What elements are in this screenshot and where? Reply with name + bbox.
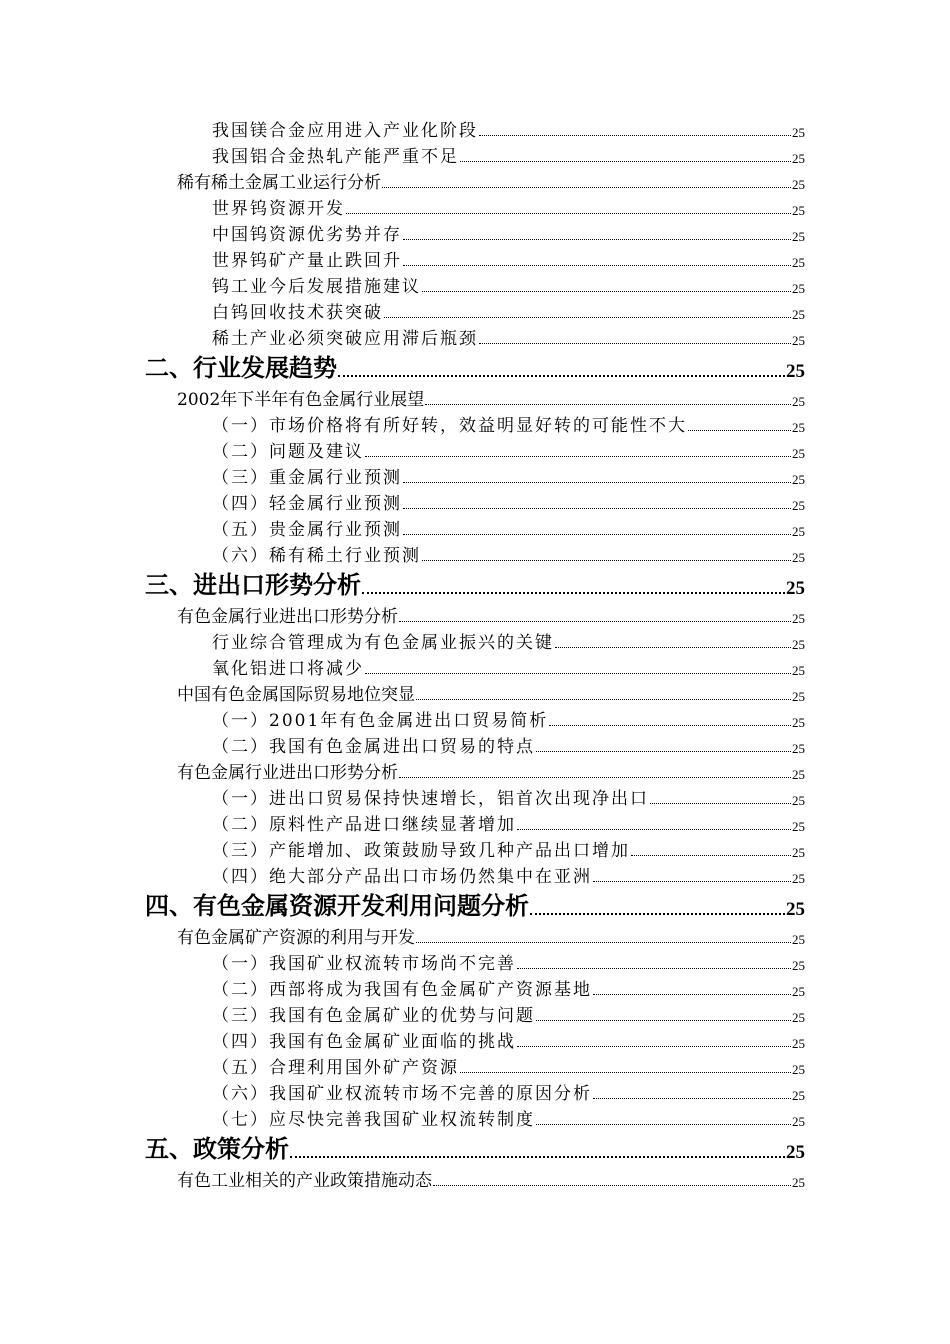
toc-entry[interactable] — [0, 386, 950, 412]
toc-entry-line — [212, 1027, 805, 1052]
dot-leader — [688, 430, 791, 431]
toc-entry-title: 我国镁合金应用进入产业化阶段 — [212, 121, 478, 141]
toc-entry[interactable] — [0, 655, 950, 681]
toc-entry[interactable] — [0, 1028, 950, 1054]
toc-entry[interactable] — [0, 733, 950, 759]
toc-entry-line — [212, 975, 805, 1000]
toc-entry-line — [212, 1105, 805, 1130]
toc-page-number: 25 — [792, 125, 805, 140]
toc-entry[interactable] — [0, 143, 950, 169]
toc-entry[interactable] — [0, 976, 950, 1002]
toc-page-number: 25 — [792, 663, 805, 678]
toc-page-number: 25 — [792, 637, 805, 652]
dot-leader — [416, 942, 791, 943]
toc-entry[interactable] — [0, 924, 950, 950]
toc-entry-line — [212, 836, 805, 861]
toc-chapter-entry[interactable] — [0, 889, 950, 924]
dot-leader — [365, 673, 791, 674]
toc-entry-title: 氧化铝进口将减少 — [212, 659, 364, 679]
toc-entry-title: 稀有稀土金属工业运行分析 — [177, 173, 381, 193]
dot-leader — [517, 829, 791, 830]
toc-entry-line — [177, 385, 805, 410]
dot-leader — [422, 291, 791, 292]
toc-page-number: 25 — [792, 871, 805, 886]
toc-entry-line — [212, 324, 805, 349]
toc-entry-line — [212, 298, 805, 323]
toc-entry-title: 有色金属矿产资源的利用与开发 — [177, 928, 415, 948]
toc-page-number: 25 — [792, 333, 805, 348]
toc-entry-title: （五）合理利用国外矿产资源 — [212, 1058, 459, 1078]
toc-page-number: 25 — [792, 715, 805, 730]
toc-entry-title: 二、行业发展趋势 — [145, 354, 337, 382]
toc-page-number: 25 — [792, 689, 805, 704]
toc-entry-title: 2002年下半年有色金属行业展望 — [177, 390, 425, 410]
dot-leader — [536, 1124, 791, 1125]
toc-page-number: 25 — [792, 611, 805, 626]
toc-page-number: 25 — [792, 394, 805, 409]
toc-page-number: 25 — [792, 420, 805, 435]
toc-entry-title: （三）我国有色金属矿业的优势与问题 — [212, 1006, 535, 1026]
dot-leader — [517, 968, 791, 969]
toc-entry-line — [212, 246, 805, 271]
toc-page-number: 25 — [792, 741, 805, 756]
toc-entry-line — [212, 220, 805, 245]
dot-leader — [479, 343, 791, 344]
toc-entry-line — [212, 654, 805, 679]
toc-chapter-entry[interactable] — [0, 351, 950, 386]
toc-entry-line — [212, 463, 805, 488]
toc-entry[interactable] — [0, 273, 950, 299]
toc-entry-line — [212, 732, 805, 757]
toc-entry-title: （四）我国有色金属矿业面临的挑战 — [212, 1032, 516, 1052]
dot-leader — [460, 1072, 791, 1073]
toc-entry[interactable] — [0, 950, 950, 976]
toc-page-number: 25 — [792, 984, 805, 999]
toc-entry[interactable] — [0, 759, 950, 785]
toc-entry[interactable] — [0, 299, 950, 325]
toc-page-number: 25 — [792, 932, 805, 947]
toc-entry[interactable] — [0, 681, 950, 707]
toc-entry-line — [212, 1001, 805, 1026]
dot-leader — [290, 1156, 785, 1158]
dot-leader — [593, 1098, 791, 1099]
toc-entry-title: （二）我国有色金属进出口贸易的特点 — [212, 737, 535, 757]
dot-leader — [346, 213, 791, 214]
toc-entry[interactable] — [0, 117, 950, 143]
toc-entry[interactable] — [0, 707, 950, 733]
toc-entry-title: （二）西部将成为我国有色金属矿产资源基地 — [212, 980, 592, 1000]
dot-leader — [403, 239, 791, 240]
toc-entry-title: （四）绝大部分产品出口市场仍然集中在亚洲 — [212, 867, 592, 887]
toc-entry-title: （一）市场价格将有所好转，效益明显好转的可能性不大 — [212, 416, 687, 436]
toc-entry-title: （三）产能增加、政策鼓励导致几种产品出口增加 — [212, 841, 630, 861]
toc-entry-title: （一）进出口贸易保持快速增长，铝首次出现净出口 — [212, 789, 649, 809]
toc-chapter-entry[interactable] — [0, 568, 950, 603]
toc-chapter-entry[interactable] — [0, 1132, 950, 1167]
toc-page-number: 25 — [792, 819, 805, 834]
dot-leader — [399, 621, 791, 622]
toc-entry-line — [177, 1166, 805, 1191]
toc-entry-line — [177, 923, 805, 948]
toc-entry[interactable] — [0, 1002, 950, 1028]
dot-leader — [549, 725, 791, 726]
toc-entry-title: 白钨回收技术获突破 — [212, 303, 383, 323]
toc-page-number: 25 — [792, 203, 805, 218]
dot-leader — [650, 803, 791, 804]
toc-entry-line — [212, 949, 805, 974]
toc-page-number: 25 — [792, 845, 805, 860]
dot-leader — [399, 777, 791, 778]
toc-entry-line — [177, 680, 805, 705]
toc-entry-title: 中国有色金属国际贸易地位突显 — [177, 685, 415, 705]
toc-page-number: 25 — [792, 498, 805, 513]
toc-page-number: 25 — [792, 255, 805, 270]
dot-leader — [517, 1046, 791, 1047]
toc-entry[interactable] — [0, 1080, 950, 1106]
toc-entry-title: （四）轻金属行业预测 — [212, 494, 402, 514]
toc-entry-title: 四、有色金属资源开发利用问题分析 — [145, 892, 529, 920]
toc-entry-title: 有色金属行业进出口形势分析 — [177, 607, 398, 627]
toc-entry[interactable] — [0, 1054, 950, 1080]
toc-page-number: 25 — [792, 1088, 805, 1103]
toc-entry-title: 我国铝合金热轧产能严重不足 — [212, 147, 459, 167]
toc-page-number: 25 — [792, 793, 805, 808]
toc-entry[interactable] — [0, 247, 950, 273]
toc-page-number: 25 — [792, 1114, 805, 1129]
toc-entry[interactable] — [0, 169, 950, 195]
toc-entry-line — [212, 810, 805, 835]
toc-page-number: 25 — [792, 446, 805, 461]
toc-entry[interactable] — [0, 438, 950, 464]
toc-page-number: 25 — [792, 524, 805, 539]
toc-entry-line — [212, 628, 805, 653]
dot-leader — [384, 317, 791, 318]
toc-entry-title: （五）贵金属行业预测 — [212, 520, 402, 540]
toc-entry-line — [212, 706, 805, 731]
toc-entry-title: 行业综合管理成为有色金属业振兴的关键 — [212, 633, 554, 653]
dot-leader — [382, 187, 791, 188]
toc-entry-title: （二）问题及建议 — [212, 442, 364, 462]
toc-entry[interactable] — [0, 1167, 950, 1193]
toc-entry-line — [145, 565, 805, 600]
toc-page-number: 25 — [792, 151, 805, 166]
toc-entry-line — [212, 437, 805, 462]
toc-entry-title: 有色工业相关的产业政策措施动态 — [177, 1171, 432, 1191]
toc-entry-line — [145, 348, 805, 383]
toc-entry[interactable] — [0, 629, 950, 655]
dot-leader — [631, 855, 791, 856]
toc-entry-line — [212, 1079, 805, 1104]
toc-entry[interactable] — [0, 837, 950, 863]
toc-entry[interactable] — [0, 516, 950, 542]
toc-page-number: 25 — [792, 307, 805, 322]
toc-entry[interactable] — [0, 785, 950, 811]
toc-entry-line — [145, 886, 805, 921]
toc-entry-line — [212, 515, 805, 540]
dot-leader — [338, 375, 785, 377]
toc-page-number: 25 — [792, 177, 805, 192]
toc-entry-title: 世界钨矿产量止跌回升 — [212, 251, 402, 271]
toc-page-number: 25 — [786, 1142, 805, 1163]
toc-page-number: 25 — [786, 899, 805, 920]
toc-page-number: 25 — [792, 229, 805, 244]
toc-entry[interactable] — [0, 221, 950, 247]
toc-entry-line — [212, 411, 805, 436]
toc-entry-title: （六）稀有稀土行业预测 — [212, 546, 421, 566]
toc-entry-title: 钨工业今后发展措施建议 — [212, 277, 421, 297]
toc-entry-title: （六）我国矿业权流转市场不完善的原因分析 — [212, 1084, 592, 1104]
dot-leader — [362, 592, 785, 594]
toc-page-number: 25 — [786, 361, 805, 382]
toc-entry[interactable] — [0, 811, 950, 837]
toc-entry-title: 有色金属行业进出口形势分析 — [177, 763, 398, 783]
toc-page-number: 25 — [792, 1062, 805, 1077]
toc-entry[interactable] — [0, 412, 950, 438]
toc-entry-line — [177, 168, 805, 193]
toc-page-number: 25 — [792, 472, 805, 487]
toc-entry-title: （一）2001年有色金属进出口贸易简析 — [212, 711, 549, 731]
toc-entry-line — [212, 541, 805, 566]
dot-leader — [433, 1185, 791, 1186]
toc-entry[interactable] — [0, 195, 950, 221]
toc-entry-line — [212, 784, 805, 809]
dot-leader — [425, 404, 791, 405]
toc-entry-line — [212, 194, 805, 219]
toc-entry-line — [177, 602, 805, 627]
toc-entry-line — [212, 1053, 805, 1078]
toc-page-number: 25 — [792, 1036, 805, 1051]
toc-page-number: 25 — [792, 1175, 805, 1190]
toc-entry-line — [145, 1129, 805, 1164]
dot-leader — [536, 751, 791, 752]
toc-entry-title: 五、政策分析 — [145, 1135, 289, 1163]
dot-leader — [403, 508, 791, 509]
toc-entry-title: 中国钨资源优劣势并存 — [212, 225, 402, 245]
toc-page-number: 25 — [792, 958, 805, 973]
toc-entry-line — [212, 489, 805, 514]
dot-leader — [416, 699, 791, 700]
toc-entry-line — [212, 116, 805, 141]
table-of-contents — [0, 117, 950, 1193]
toc-entry-title: （二）原料性产品进口继续显著增加 — [212, 815, 516, 835]
toc-entry-title: （七）应尽快完善我国矿业权流转制度 — [212, 1110, 535, 1130]
toc-entry-title: 世界钨资源开发 — [212, 199, 345, 219]
toc-page-number: 25 — [792, 1010, 805, 1025]
toc-entry-line — [212, 142, 805, 167]
dot-leader — [422, 560, 791, 561]
dot-leader — [460, 161, 791, 162]
dot-leader — [593, 881, 791, 882]
toc-page-number: 25 — [792, 767, 805, 782]
toc-entry[interactable] — [0, 464, 950, 490]
toc-page-number: 25 — [792, 281, 805, 296]
dot-leader — [479, 135, 791, 136]
toc-entry-title: 稀土产业必须突破应用滞后瓶颈 — [212, 329, 478, 349]
dot-leader — [555, 647, 791, 648]
toc-entry-title: （三）重金属行业预测 — [212, 468, 402, 488]
toc-entry-line — [212, 272, 805, 297]
dot-leader — [530, 913, 785, 915]
toc-entry-title: （一）我国矿业权流转市场尚不完善 — [212, 954, 516, 974]
toc-entry[interactable] — [0, 603, 950, 629]
dot-leader — [403, 265, 791, 266]
toc-entry-title: 三、进出口形势分析 — [145, 571, 361, 599]
toc-entry-line — [177, 758, 805, 783]
dot-leader — [365, 456, 791, 457]
toc-page-number: 25 — [786, 578, 805, 599]
toc-entry[interactable] — [0, 490, 950, 516]
dot-leader — [593, 994, 791, 995]
dot-leader — [403, 534, 791, 535]
toc-entry-line — [212, 862, 805, 887]
dot-leader — [403, 482, 791, 483]
toc-page-number: 25 — [792, 550, 805, 565]
dot-leader — [536, 1020, 791, 1021]
